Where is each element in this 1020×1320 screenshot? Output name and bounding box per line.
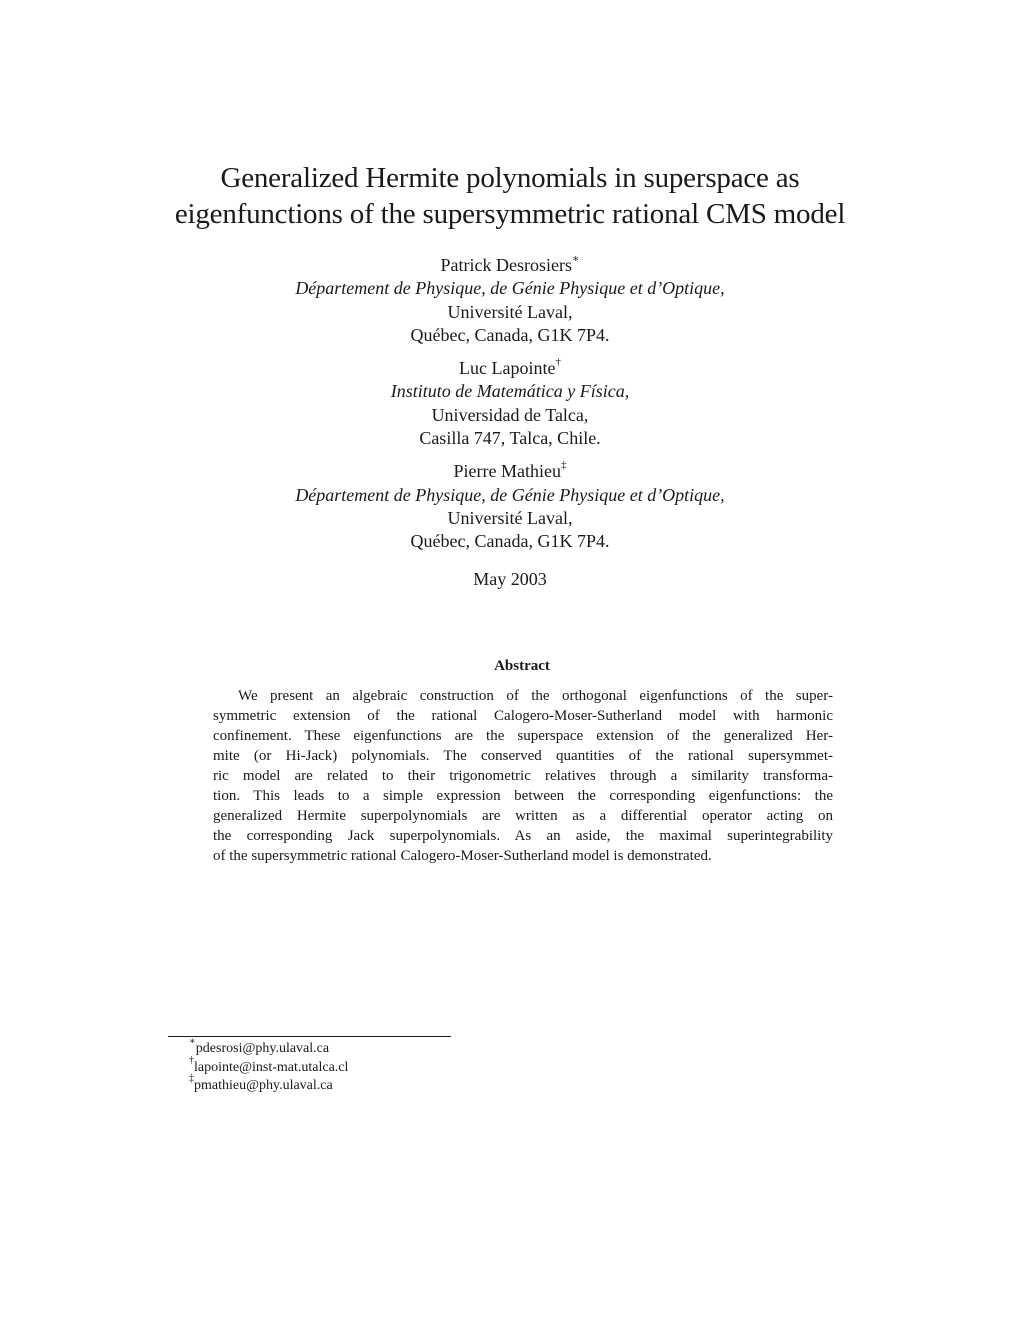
author-name: Pierre Mathieu — [453, 461, 561, 482]
email-address: lapointe@inst-mat.utalca.cl — [194, 1059, 349, 1075]
author-address-line: Québec, Canada, G1K 7P4. — [410, 531, 610, 552]
abstract-line: generalized Hermite superpolynomials are written as a differential operator acting on — [213, 808, 833, 824]
author-address-line: Casilla 747, Talca, Chile. — [419, 428, 601, 449]
footnote-mark: † — [189, 1054, 194, 1066]
author-address-line: Université Laval, — [447, 507, 573, 528]
author-address-line: Universidad de Talca, — [431, 404, 589, 425]
author-address-line: Université Laval, — [447, 301, 573, 322]
abstract-text — [213, 686, 833, 866]
email-address: pmathieu@phy.ulaval.ca — [194, 1078, 333, 1093]
abstract-line: symmetric extension of the rational Calogero-Moser-Sutherland model with harmonic — [213, 708, 833, 724]
author-affiliation: Instituto de Matemática y Física, — [390, 381, 630, 402]
footnote-mark: ‡ — [189, 1073, 194, 1085]
paper-title — [0, 160, 1020, 232]
abstract-line: We present an algebraic construction of the orthogonal eigenfunctions of the super- — [238, 688, 833, 704]
abstract-line: mite (or Hi-Jack) polynomials. The conserved quantities of the rational supersymmet- — [213, 748, 833, 764]
abstract-line: tion. This leads to a simple expression between the corresponding eigenfunctions: the — [213, 788, 833, 804]
abstract-heading: Abstract — [494, 658, 550, 674]
publication-date: May 2003 — [473, 569, 547, 589]
author-block-lapointe — [0, 357, 1020, 450]
footnote-email — [189, 1036, 348, 1059]
author-name: Patrick Desrosiers — [440, 255, 572, 275]
footnote-mark: ∗ — [189, 1036, 196, 1048]
footnote-mark: ∗ — [571, 253, 580, 265]
footnote-divider — [168, 1036, 451, 1037]
footnotes — [189, 1036, 349, 1096]
email-address: pdesrosi@phy.ulaval.ca — [195, 1041, 330, 1056]
title-line-1: Generalized Hermite polynomials in superspace as — [220, 162, 800, 194]
abstract-line: ric model are related to their trigonometric relatives through a similarity transforma- — [213, 768, 833, 784]
author-list — [0, 254, 1020, 564]
author-address-line: Québec, Canada, G1K 7P4. — [410, 324, 610, 345]
footnote-email — [189, 1054, 349, 1078]
abstract-line: confinement. These eigenfunctions are the superspace extension of the generalized Her- — [213, 728, 833, 744]
abstract-line: the corresponding Jack superpolynomials. As an aside, the maximal superintegrability — [213, 828, 833, 844]
abstract-line: of the supersymmetric rational Calogero-Moser-Sutherland model is demonstrated. — [213, 848, 712, 864]
footnote-mark: ‡ — [560, 459, 567, 472]
author-affiliation: Département de Physique, de Génie Physique et d’Optique, — [295, 484, 725, 505]
author-affiliation: Département de Physique, de Génie Physique et d’Optique, — [295, 278, 725, 299]
author-block-desrosiers — [0, 254, 1020, 347]
footnote-email — [189, 1073, 348, 1096]
title-line-2: eigenfunctions of the supersymmetric rational CMS model — [174, 198, 846, 230]
footnote-mark: † — [555, 356, 561, 369]
author-block-mathieu — [0, 460, 1020, 553]
author-name: Luc Lapointe — [459, 358, 556, 379]
